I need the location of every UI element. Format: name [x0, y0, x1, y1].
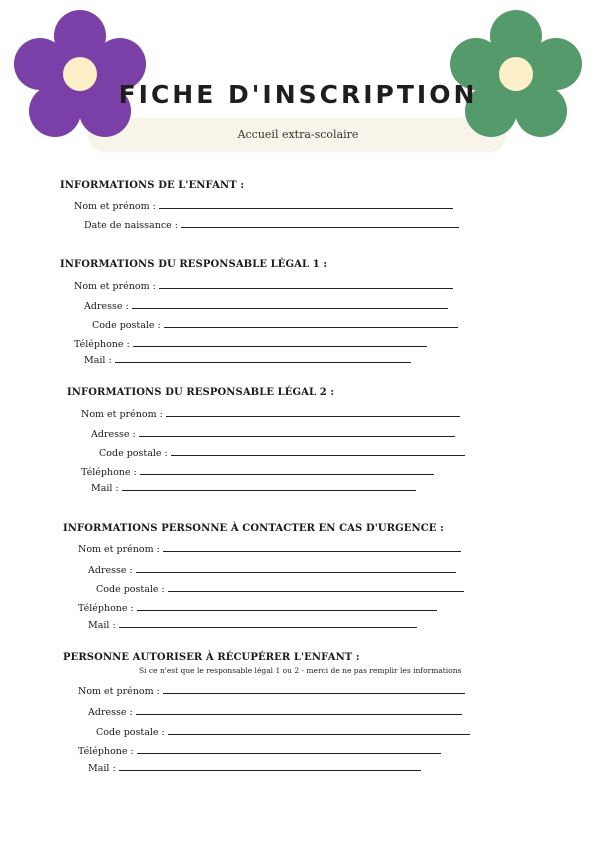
fill-line[interactable]: [115, 354, 411, 363]
field-label: Nom et prénom :: [74, 281, 156, 292]
field-autorise-tel[interactable]: [78, 745, 441, 757]
field-resp1-adresse[interactable]: [84, 300, 448, 312]
field-label: Code postale :: [96, 727, 165, 738]
field-label: Mail :: [88, 763, 116, 774]
field-resp2-cp[interactable]: [99, 447, 465, 459]
green-flower-icon: [446, 6, 586, 142]
fill-line[interactable]: [163, 543, 461, 552]
fill-line[interactable]: [119, 619, 417, 628]
field-label: Téléphone :: [78, 603, 134, 614]
field-label: Adresse :: [88, 707, 133, 718]
field-urgence-nom[interactable]: [78, 543, 461, 555]
fill-line[interactable]: [122, 482, 416, 491]
field-resp2-tel[interactable]: [81, 466, 434, 478]
field-label: Nom et prénom :: [78, 686, 160, 697]
fill-line[interactable]: [139, 428, 455, 437]
fill-line[interactable]: [163, 685, 465, 694]
field-label: Nom et prénom :: [74, 201, 156, 212]
fill-line[interactable]: [133, 338, 427, 347]
fill-line[interactable]: [166, 408, 460, 417]
field-resp1-tel[interactable]: [74, 338, 427, 350]
field-resp1-mail[interactable]: [84, 354, 411, 366]
field-label: Code postale :: [92, 320, 161, 331]
fill-line[interactable]: [137, 745, 441, 754]
field-urgence-cp[interactable]: [96, 583, 464, 595]
section-title-urgence: INFORMATIONS PERSONNE À CONTACTER EN CAS D'URGENCE :: [63, 523, 444, 534]
field-label: Adresse :: [88, 565, 133, 576]
fill-line[interactable]: [137, 602, 437, 611]
fill-line[interactable]: [119, 762, 421, 771]
purple-flower-icon: [10, 6, 150, 142]
field-label: Mail :: [91, 483, 119, 494]
field-label: Téléphone :: [81, 467, 137, 478]
field-label: Adresse :: [91, 429, 136, 440]
fill-line[interactable]: [136, 564, 456, 573]
fill-line[interactable]: [132, 300, 448, 309]
field-label: Code postale :: [99, 448, 168, 459]
field-urgence-adresse[interactable]: [88, 564, 456, 576]
field-autorise-nom[interactable]: [78, 685, 465, 697]
section-title-resp1: INFORMATIONS DU RESPONSABLE LÉGAL 1 :: [60, 259, 328, 270]
section-title-enfant: INFORMATIONS DE L'ENFANT :: [60, 180, 245, 191]
field-resp2-nom[interactable]: [81, 408, 460, 420]
field-label: Code postale :: [96, 584, 165, 595]
fill-line[interactable]: [159, 200, 453, 209]
page-title: FICHE D'INSCRIPTION: [118, 80, 478, 109]
field-enfant-nom[interactable]: [74, 200, 453, 212]
field-autorise-cp[interactable]: [96, 726, 470, 738]
fill-line[interactable]: [168, 726, 470, 735]
field-label: Mail :: [88, 620, 116, 631]
fill-line[interactable]: [140, 466, 434, 475]
field-label: Adresse :: [84, 301, 129, 312]
fill-line[interactable]: [181, 219, 459, 228]
field-resp1-cp[interactable]: [92, 319, 458, 331]
fill-line[interactable]: [171, 447, 465, 456]
field-label: Date de naissance :: [84, 220, 178, 231]
field-resp2-adresse[interactable]: [91, 428, 455, 440]
field-urgence-mail[interactable]: [88, 619, 417, 631]
field-label: Téléphone :: [78, 746, 134, 757]
section-title-autorise: PERSONNE AUTORISER À RÉCUPÉRER L'ENFANT :: [63, 652, 360, 663]
fill-line[interactable]: [168, 583, 464, 592]
field-resp2-mail[interactable]: [91, 482, 416, 494]
section-title-resp2: INFORMATIONS DU RESPONSABLE LÉGAL 2 :: [67, 387, 335, 398]
field-resp1-nom[interactable]: [74, 280, 453, 292]
field-autorise-mail[interactable]: [88, 762, 421, 774]
field-label: Nom et prénom :: [81, 409, 163, 420]
field-label: Nom et prénom :: [78, 544, 160, 555]
page-subtitle: Accueil extra-scolaire: [237, 128, 359, 141]
fill-line[interactable]: [136, 706, 462, 715]
section-note: Si ce n'est que le responsable légal 1 ou 2 - merci de ne pas remplir les informations: [139, 666, 462, 675]
field-urgence-tel[interactable]: [78, 602, 437, 614]
field-label: Mail :: [84, 355, 112, 366]
field-label: Téléphone :: [74, 339, 130, 350]
field-enfant-naissance[interactable]: [84, 219, 459, 231]
fill-line[interactable]: [164, 319, 458, 328]
fill-line[interactable]: [159, 280, 453, 289]
field-autorise-adresse[interactable]: [88, 706, 462, 718]
